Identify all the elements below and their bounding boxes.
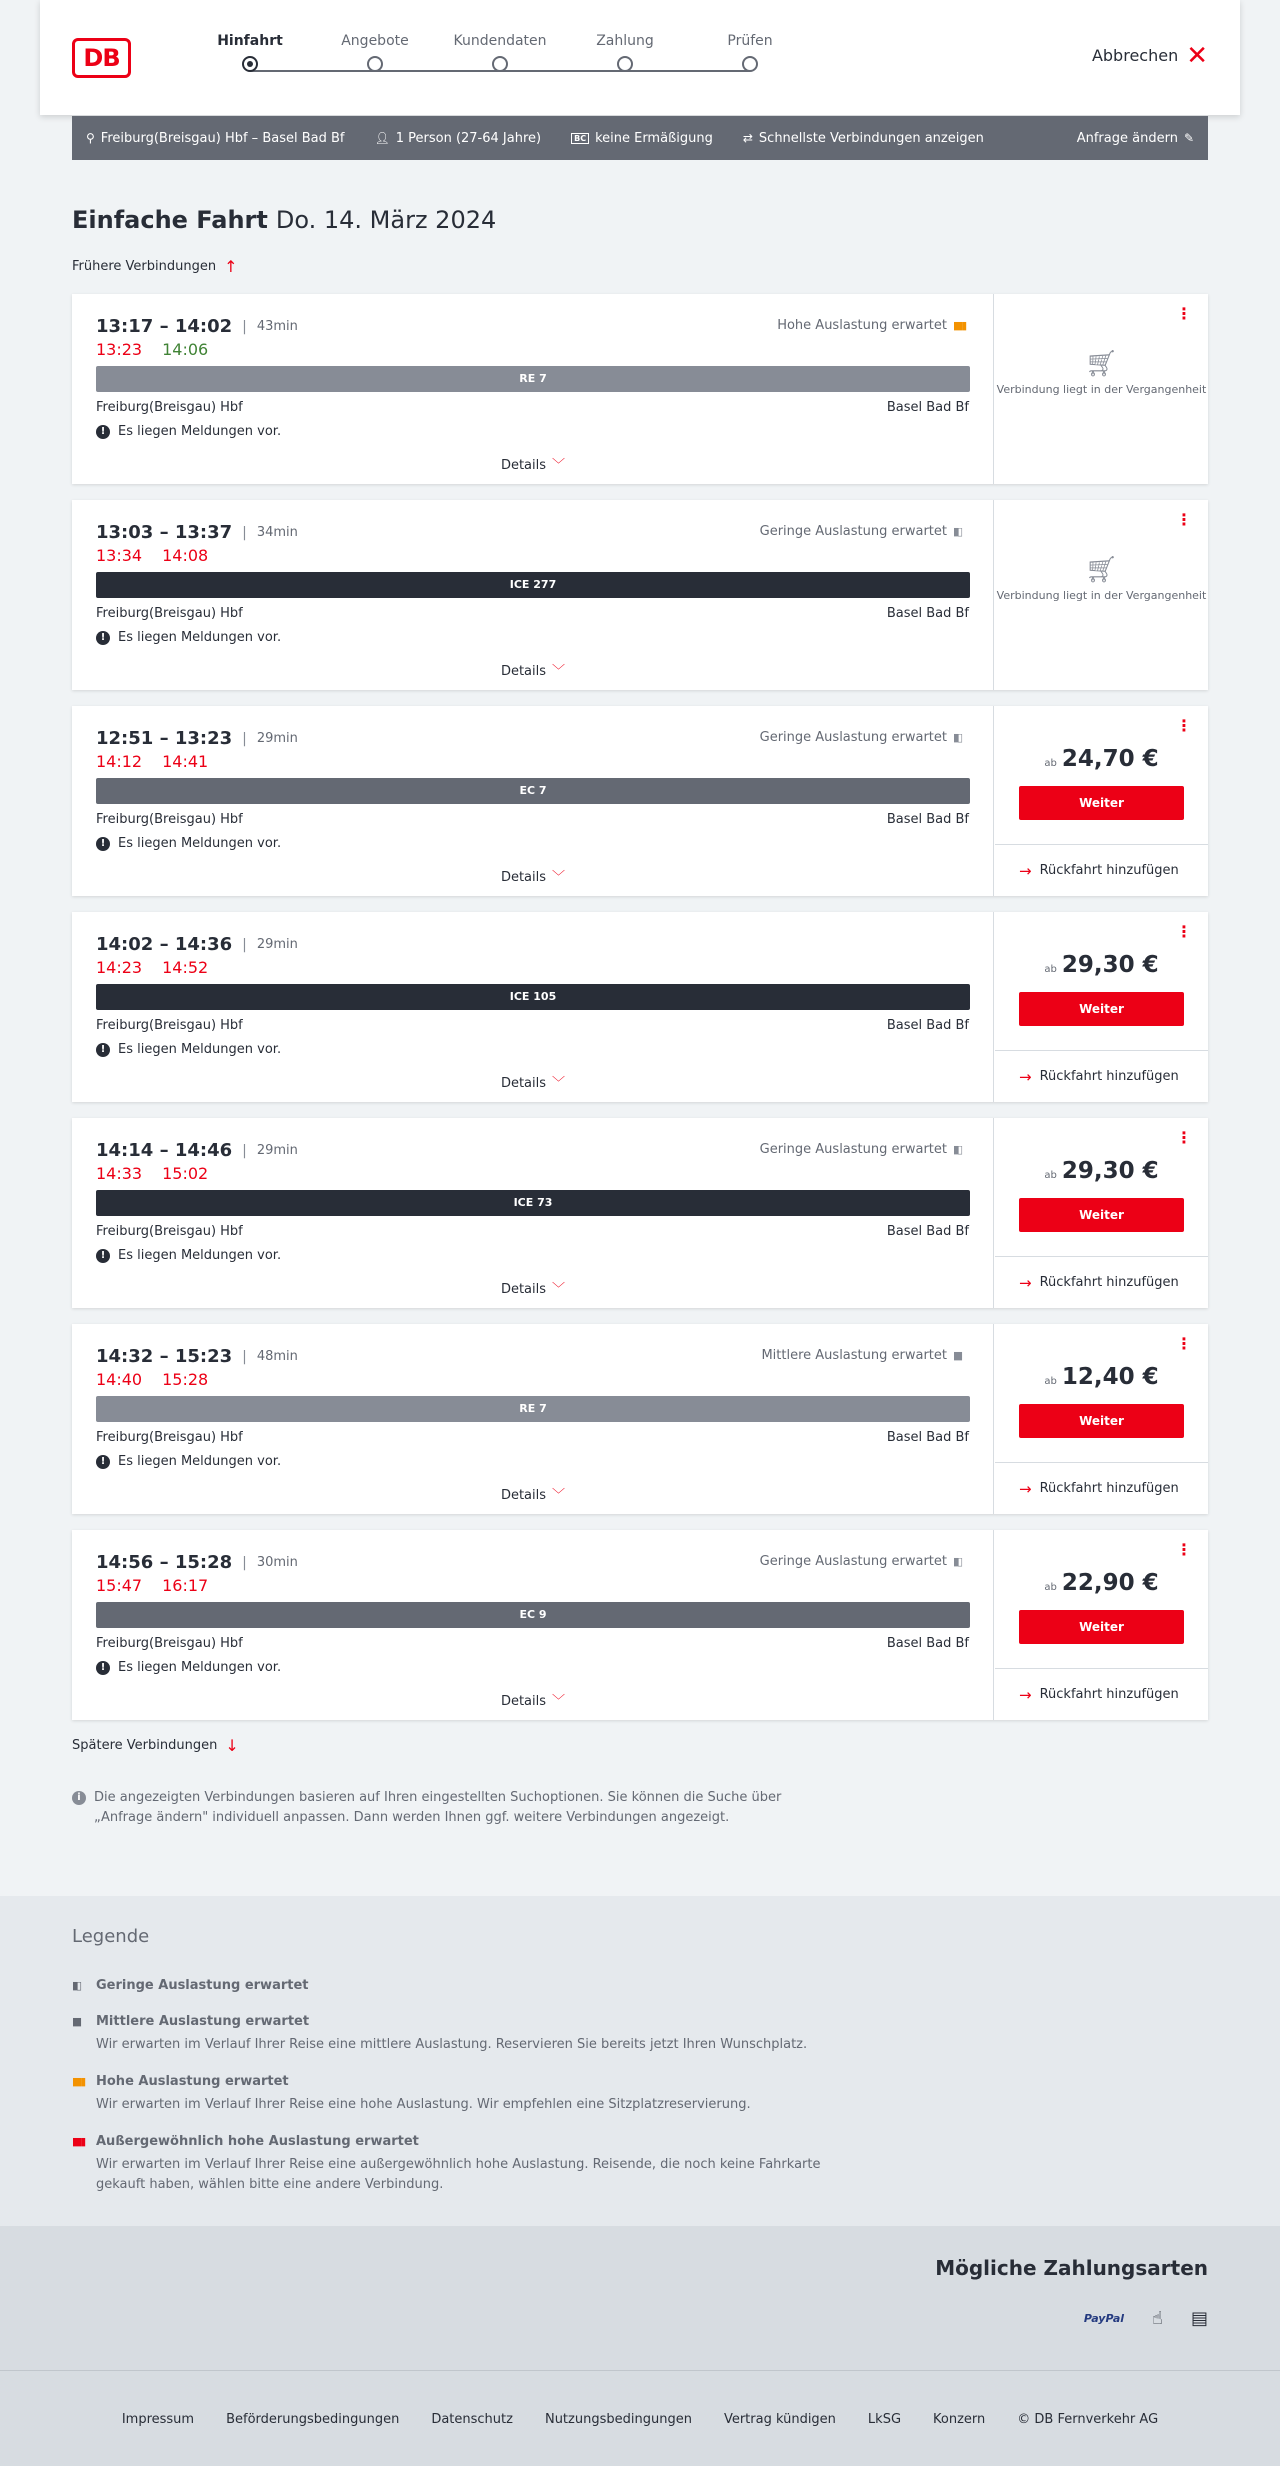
- legend-item-mid: [72, 2014, 852, 2055]
- train-bar: EC 7: [96, 778, 970, 804]
- load-text: Geringe Auslastung erwartet: [759, 524, 947, 539]
- realtime-departure: 14:12: [96, 752, 143, 771]
- destination-station: Basel Bad Bf: [886, 400, 969, 415]
- notice-text: Es liegen Meldungen vor.: [118, 1454, 282, 1469]
- offer-panel: [995, 912, 1208, 1102]
- details-toggle[interactable]: [72, 1690, 994, 1709]
- load-indicator: [760, 1142, 969, 1157]
- info-text: Die angezeigten Verbindungen basieren auf Ihren eingestellten Suchoptionen. Sie können die Suche über „Anfrage ändern" individuell anpassen. Dann werden Ihnen ggf. weitere Verbindungen angezeigt.: [94, 1790, 782, 1825]
- price-prefix: ab: [1044, 1376, 1057, 1387]
- notice-text: Es liegen Meldungen vor.: [118, 630, 282, 645]
- destination-station: Basel Bad Bf: [886, 812, 969, 827]
- chevron-down-icon: ﹀: [552, 1282, 566, 1297]
- step-angebote[interactable]: Angebote: [325, 30, 425, 72]
- offer-panel: [995, 1324, 1208, 1514]
- footer-link-nutzungsbedingungen[interactable]: Nutzungsbedingungen: [544, 2412, 692, 2427]
- legend-item-low: [72, 1978, 852, 1993]
- return-label: Rückfahrt hinzufügen: [1039, 1069, 1179, 1084]
- more-options-icon[interactable]: ⋮: [1176, 716, 1192, 735]
- separator: |: [242, 730, 247, 747]
- search-summary-bar: [72, 116, 1208, 160]
- arrow-down-icon: ↓: [225, 1736, 239, 1755]
- swap-icon: ⇄: [742, 131, 753, 145]
- notice: [96, 1454, 281, 1469]
- continue-button[interactable]: Weiter: [1019, 1198, 1184, 1232]
- load-high-icon: ▮▮▮: [953, 319, 966, 332]
- origin-station: Freiburg(Breisgau) Hbf: [96, 606, 243, 621]
- more-options-icon[interactable]: ⋮: [1176, 304, 1192, 323]
- legend-high-label: Hohe Auslastung erwartet: [96, 2074, 289, 2089]
- price-amount: 29,30 €: [1061, 1158, 1159, 1184]
- more-options-icon[interactable]: ⋮: [1176, 1540, 1192, 1559]
- connection-times: [96, 1140, 298, 1161]
- connection-card[interactable]: [72, 1530, 1208, 1720]
- more-options-icon[interactable]: ⋮: [1176, 510, 1192, 529]
- continue-button[interactable]: Weiter: [1019, 992, 1184, 1026]
- connection-details-panel: [72, 1118, 994, 1308]
- realtime-departure: 15:47: [96, 1576, 143, 1595]
- notice-text: Es liegen Meldungen vor.: [118, 836, 282, 851]
- offer-panel: [995, 706, 1208, 896]
- add-return-trip-button[interactable]: [995, 844, 1208, 896]
- load-indicator: [777, 318, 969, 333]
- earlier-connections-link[interactable]: [72, 257, 238, 276]
- duration: 29min: [256, 731, 298, 746]
- load-low-icon: ▮▯: [953, 525, 962, 538]
- realtime-times: [96, 340, 208, 359]
- legend-item-high: [72, 2074, 852, 2115]
- origin-station: Freiburg(Breisgau) Hbf: [96, 1224, 243, 1239]
- route-text: Freiburg(Breisgau) Hbf – Basel Bad Bf: [100, 130, 345, 146]
- legend-item-extreme: [72, 2134, 852, 2195]
- separator: |: [242, 524, 247, 541]
- chevron-down-icon: ﹀: [552, 1488, 566, 1503]
- realtime-arrival: 14:08: [162, 546, 209, 565]
- continue-button[interactable]: Weiter: [1019, 786, 1184, 820]
- offer-panel: [995, 1118, 1208, 1308]
- separator: |: [242, 1142, 247, 1159]
- connection-details-panel: [72, 912, 994, 1102]
- scheduled-times: 13:03 – 13:37: [96, 522, 233, 543]
- search-info-note: [72, 1788, 842, 1828]
- destination-station: Basel Bad Bf: [886, 1636, 969, 1651]
- footer-link-konzern[interactable]: Konzern: [933, 2412, 986, 2427]
- pencil-icon: ✎: [1183, 131, 1194, 145]
- connection-times: [96, 1552, 298, 1573]
- connection-times: [96, 316, 298, 337]
- past-connection-note: [995, 555, 1208, 604]
- realtime-times: [96, 752, 208, 771]
- earlier-label: Frühere Verbindungen: [72, 259, 217, 274]
- origin-station: Freiburg(Breisgau) Hbf: [96, 812, 243, 827]
- connection-times: [96, 1346, 298, 1367]
- notice-text: Es liegen Meldungen vor.: [118, 1660, 282, 1675]
- paypal-icon: PayPal: [1083, 2312, 1125, 2325]
- price-amount: 24,70 €: [1061, 746, 1159, 772]
- connection-details-panel: [72, 1324, 994, 1514]
- connection-card[interactable]: [72, 706, 1208, 896]
- connection-times: [96, 934, 298, 955]
- legend-high-desc: Wir erwarten im Verlauf Ihrer Reise eine hohe Auslastung. Wir empfehlen eine Sitzplatzreservierung.: [96, 2097, 751, 2112]
- later-connections-link[interactable]: [72, 1736, 239, 1755]
- past-text: Verbindung liegt in der Vergangenheit: [996, 589, 1207, 602]
- realtime-arrival: 16:17: [162, 1576, 209, 1595]
- origin-station: Freiburg(Breisgau) Hbf: [96, 1018, 243, 1033]
- separator: |: [242, 936, 247, 953]
- return-label: Rückfahrt hinzufügen: [1039, 1275, 1179, 1290]
- warning-icon: !: [96, 631, 110, 645]
- top-navigation: [40, 0, 1240, 115]
- more-options-icon[interactable]: ⋮: [1176, 1334, 1192, 1353]
- warning-icon: !: [96, 1043, 110, 1057]
- person-icon: 👤︎: [374, 131, 390, 145]
- connection-card[interactable]: [72, 1118, 1208, 1308]
- duration: 43min: [256, 319, 298, 334]
- price-prefix: ab: [1044, 1170, 1057, 1181]
- legend-title: Legende: [72, 1926, 150, 1947]
- price-amount: 29,30 €: [1061, 952, 1159, 978]
- sepa-invoice-icon: ▤: [1190, 2308, 1208, 2329]
- warning-icon: !: [96, 1249, 110, 1263]
- add-return-trip-button[interactable]: [995, 1050, 1208, 1102]
- load-extreme-icon: ▮▮▮: [72, 2135, 85, 2148]
- details-toggle[interactable]: [72, 1484, 994, 1503]
- step-zahlung[interactable]: Zahlung: [575, 30, 675, 72]
- connection-times: [96, 522, 298, 543]
- destination-station: Basel Bad Bf: [886, 606, 969, 621]
- chevron-down-icon: ﹀: [552, 664, 566, 679]
- realtime-arrival: 14:41: [162, 752, 209, 771]
- step-dot: [617, 56, 633, 72]
- realtime-arrival: 15:02: [162, 1164, 209, 1183]
- add-return-trip-button[interactable]: [995, 1256, 1208, 1308]
- warning-icon: !: [96, 1455, 110, 1469]
- page-title: [72, 206, 496, 234]
- connection-times: [96, 728, 298, 749]
- load-text: Geringe Auslastung erwartet: [759, 1142, 947, 1157]
- price-prefix: ab: [1044, 1582, 1057, 1593]
- load-text: Geringe Auslastung erwartet: [759, 1554, 947, 1569]
- separator: |: [242, 318, 247, 335]
- price: [995, 952, 1208, 978]
- info-icon: i: [72, 1791, 86, 1805]
- connection-card[interactable]: [72, 500, 1208, 690]
- passenger-text: 1 Person (27-64 Jahre): [395, 130, 542, 146]
- db-logo[interactable]: DB: [72, 38, 131, 78]
- scheduled-times: 14:14 – 14:46: [96, 1140, 233, 1161]
- load-indicator: [760, 1554, 969, 1569]
- legend-extreme-desc: Wir erwarten im Verlauf Ihrer Reise eine außergewöhnlich hohe Auslastung. Reisende, die noch keine Fahrkarte gekauft haben, wählen bitte eine andere Verbindung.: [96, 2157, 821, 2192]
- add-return-trip-button[interactable]: [995, 1668, 1208, 1720]
- discount-text: keine Ermäßigung: [595, 130, 713, 146]
- realtime-departure: 14:23: [96, 958, 143, 977]
- destination-station: Basel Bad Bf: [886, 1018, 969, 1033]
- step-dot: [242, 56, 258, 72]
- offer-panel: [995, 500, 1208, 690]
- footer-link-lksg[interactable]: LkSG: [867, 2412, 902, 2427]
- price-prefix: ab: [1044, 758, 1057, 769]
- train-bar: EC 9: [96, 1602, 970, 1628]
- details-toggle[interactable]: [72, 866, 994, 885]
- train-bar: ICE 105: [96, 984, 970, 1010]
- progress-steps: [210, 30, 773, 90]
- price-amount: 12,40 €: [1061, 1364, 1159, 1390]
- past-text: Verbindung liegt in der Vergangenheit: [996, 383, 1207, 396]
- load-text: Geringe Auslastung erwartet: [759, 730, 947, 745]
- change-search-button[interactable]: [1077, 131, 1194, 146]
- notice-text: Es liegen Meldungen vor.: [118, 1248, 282, 1263]
- load-low-icon: ▮▯: [953, 1555, 962, 1568]
- close-icon: ✕: [1186, 40, 1208, 71]
- train-bar: ICE 277: [96, 572, 970, 598]
- details-toggle[interactable]: [72, 660, 994, 679]
- arrow-right-icon: →: [1019, 1479, 1032, 1498]
- notice-text: Es liegen Meldungen vor.: [118, 1042, 282, 1057]
- shopping-cart-disabled-icon: 🛒︎: [1084, 349, 1118, 379]
- arrow-right-icon: →: [1019, 1067, 1032, 1086]
- notice: [96, 1660, 281, 1675]
- footer-link-datenschutz[interactable]: Datenschutz: [431, 2412, 513, 2427]
- notice: [96, 836, 281, 851]
- load-indicator: [760, 730, 969, 745]
- details-label: Details: [500, 664, 547, 679]
- footer-link-impressum[interactable]: Impressum: [121, 2412, 195, 2427]
- cancel-button[interactable]: [1091, 40, 1208, 71]
- payment-methods-section: [0, 2226, 1280, 2370]
- load-low-icon: ▮▯: [953, 1143, 962, 1156]
- details-label: Details: [500, 1694, 547, 1709]
- train-bar: RE 7: [96, 1396, 970, 1422]
- details-label: Details: [500, 1076, 547, 1091]
- connection-details-panel: [72, 1530, 994, 1720]
- details-toggle[interactable]: [72, 1072, 994, 1091]
- realtime-departure: 14:40: [96, 1370, 143, 1389]
- return-label: Rückfahrt hinzufügen: [1039, 1687, 1179, 1702]
- realtime-times: [96, 1370, 208, 1389]
- duration: 29min: [256, 937, 298, 952]
- return-label: Rückfahrt hinzufügen: [1039, 1481, 1179, 1496]
- footer-copyright: © DB Fernverkehr AG: [1017, 2412, 1159, 2427]
- chevron-down-icon: ﹀: [552, 1694, 566, 1709]
- footer-link-vertrag-kuendigen[interactable]: Vertrag kündigen: [723, 2412, 836, 2427]
- destination-station: Basel Bad Bf: [886, 1430, 969, 1445]
- footer-link-befoerderungsbedingungen[interactable]: Beförderungsbedingungen: [226, 2412, 400, 2427]
- location-pin-icon: ⚲: [86, 131, 95, 145]
- scheduled-times: 12:51 – 13:23: [96, 728, 233, 749]
- passenger-summary: [374, 131, 541, 146]
- offer-panel: [995, 1530, 1208, 1720]
- realtime-times: [96, 1164, 208, 1183]
- discount-summary: [571, 131, 713, 146]
- origin-station: Freiburg(Breisgau) Hbf: [96, 1430, 243, 1445]
- legend-section: [0, 1896, 1280, 2226]
- warning-icon: !: [96, 837, 110, 851]
- separator: |: [242, 1348, 247, 1365]
- continue-button[interactable]: Weiter: [1019, 1404, 1184, 1438]
- separator: |: [242, 1554, 247, 1571]
- later-label: Spätere Verbindungen: [72, 1738, 218, 1753]
- cancel-label: Abbrechen: [1091, 46, 1179, 65]
- notice: [96, 630, 281, 645]
- load-text: Hohe Auslastung erwartet: [777, 318, 947, 333]
- legend-low-label: Geringe Auslastung erwartet: [96, 1978, 309, 1993]
- origin-station: Freiburg(Breisgau) Hbf: [96, 400, 243, 415]
- arrow-up-icon: ↑: [224, 257, 238, 276]
- duration: 48min: [256, 1349, 298, 1364]
- load-mid-icon: ▮▮: [72, 2015, 81, 2028]
- realtime-times: [96, 546, 208, 565]
- legend-mid-label: Mittlere Auslastung erwartet: [96, 2014, 310, 2029]
- load-indicator: [760, 524, 969, 539]
- connection-details-panel: [72, 500, 994, 690]
- realtime-arrival: 14:06: [162, 340, 209, 359]
- duration: 34min: [256, 525, 298, 540]
- scheduled-times: 14:02 – 14:36: [96, 934, 233, 955]
- chevron-down-icon: ﹀: [552, 870, 566, 885]
- contactless-card-icon: ☝: [1152, 2308, 1163, 2329]
- details-label: Details: [500, 1488, 547, 1503]
- travel-date: Do. 14. März 2024: [275, 206, 497, 234]
- arrow-right-icon: →: [1019, 1273, 1032, 1292]
- more-options-icon[interactable]: ⋮: [1176, 1128, 1192, 1147]
- add-return-trip-button[interactable]: [995, 1462, 1208, 1514]
- trip-type: Einfache Fahrt: [72, 206, 268, 234]
- connection-card[interactable]: [72, 912, 1208, 1102]
- route-summary: [86, 131, 344, 146]
- bahncard-icon: BC: [571, 133, 589, 144]
- step-dot: [367, 56, 383, 72]
- payment-title: Mögliche Zahlungsarten: [935, 2256, 1208, 2280]
- footer-links: [0, 2412, 1280, 2427]
- details-label: Details: [500, 1282, 547, 1297]
- realtime-departure: 14:33: [96, 1164, 143, 1183]
- details-label: Details: [500, 458, 547, 473]
- connection-details-panel: [72, 706, 994, 896]
- warning-icon: !: [96, 425, 110, 439]
- origin-station: Freiburg(Breisgau) Hbf: [96, 1636, 243, 1651]
- step-dot: [492, 56, 508, 72]
- notice: [96, 1248, 281, 1263]
- footer: [0, 2370, 1280, 2466]
- shopping-cart-disabled-icon: 🛒︎: [1084, 555, 1118, 585]
- return-label: Rückfahrt hinzufügen: [1039, 863, 1179, 878]
- load-indicator: [761, 1348, 969, 1363]
- details-label: Details: [500, 870, 547, 885]
- scheduled-times: 14:32 – 15:23: [96, 1346, 233, 1367]
- scheduled-times: 14:56 – 15:28: [96, 1552, 233, 1573]
- train-bar: RE 7: [96, 366, 970, 392]
- step-kundendaten[interactable]: Kundendaten: [450, 30, 550, 72]
- notice: [96, 1042, 281, 1057]
- option-summary: [743, 131, 984, 146]
- chevron-down-icon: ﹀: [552, 458, 566, 473]
- load-low-icon: ▮▯: [953, 731, 962, 744]
- warning-icon: !: [96, 1661, 110, 1675]
- price-amount: 22,90 €: [1061, 1570, 1159, 1596]
- legend-extreme-label: Außergewöhnlich hohe Auslastung erwartet: [96, 2134, 419, 2149]
- train-bar: ICE 73: [96, 1190, 970, 1216]
- connection-details-panel: [72, 294, 994, 484]
- load-mid-icon: ▮▮: [953, 1349, 962, 1362]
- realtime-arrival: 15:28: [162, 1370, 209, 1389]
- duration: 30min: [256, 1555, 298, 1570]
- arrow-right-icon: →: [1019, 1685, 1032, 1704]
- duration: 29min: [256, 1143, 298, 1158]
- connection-card[interactable]: [72, 1324, 1208, 1514]
- option-text: Schnellste Verbindungen anzeigen: [758, 130, 984, 146]
- realtime-departure: 13:34: [96, 546, 143, 565]
- realtime-times: [96, 958, 208, 977]
- step-pruefen[interactable]: Prüfen: [700, 30, 800, 72]
- realtime-times: [96, 1576, 208, 1595]
- details-toggle[interactable]: [72, 454, 994, 473]
- price: [995, 1158, 1208, 1184]
- step-dot: [742, 56, 758, 72]
- legend-mid-desc: Wir erwarten im Verlauf Ihrer Reise eine mittlere Auslastung. Reservieren Sie bereits jetzt Ihren Wunschplatz.: [96, 2037, 808, 2052]
- load-text: Mittlere Auslastung erwartet: [761, 1348, 947, 1363]
- payment-icons: [1084, 2308, 1208, 2329]
- load-low-icon: ▮▯: [72, 1979, 81, 1992]
- price: [995, 1364, 1208, 1390]
- price: [995, 746, 1208, 772]
- chevron-down-icon: ﹀: [552, 1076, 566, 1091]
- scheduled-times: 13:17 – 14:02: [96, 316, 233, 337]
- realtime-arrival: 14:52: [162, 958, 209, 977]
- notice-text: Es liegen Meldungen vor.: [118, 424, 282, 439]
- arrow-right-icon: →: [1019, 861, 1032, 880]
- connection-card[interactable]: [72, 294, 1208, 484]
- notice: [96, 424, 281, 439]
- past-connection-note: [995, 349, 1208, 398]
- offer-panel: [995, 294, 1208, 484]
- load-high-icon: ▮▮▮: [72, 2075, 85, 2088]
- change-search-label: Anfrage ändern: [1076, 130, 1178, 146]
- destination-station: Basel Bad Bf: [886, 1224, 969, 1239]
- step-hinfahrt[interactable]: Hinfahrt: [200, 30, 300, 72]
- details-toggle[interactable]: [72, 1278, 994, 1297]
- more-options-icon[interactable]: ⋮: [1176, 922, 1192, 941]
- realtime-departure: 13:23: [96, 340, 143, 359]
- price-prefix: ab: [1044, 964, 1057, 975]
- price: [995, 1570, 1208, 1596]
- continue-button[interactable]: Weiter: [1019, 1610, 1184, 1644]
